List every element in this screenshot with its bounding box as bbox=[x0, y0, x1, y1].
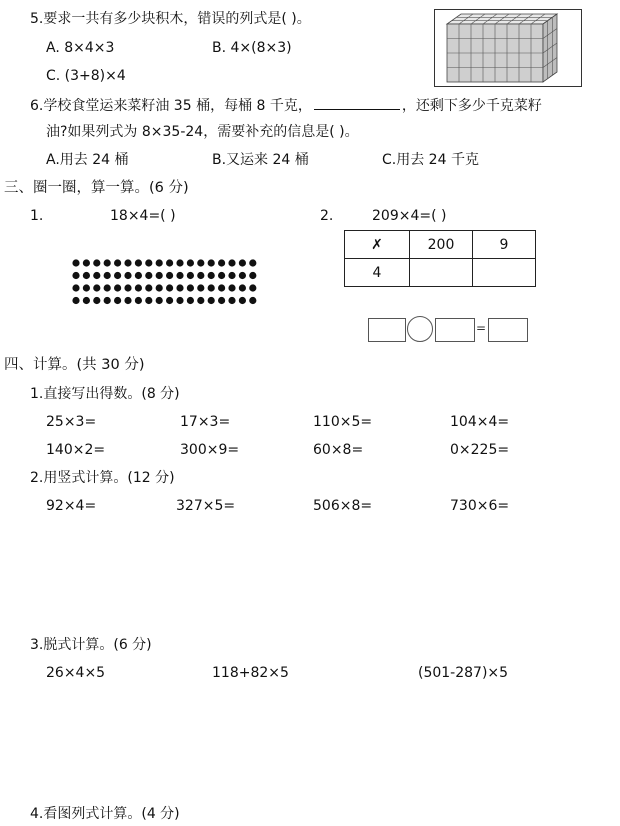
dot[interactable] bbox=[104, 272, 111, 279]
s3-problem1-number: 1. bbox=[30, 208, 44, 224]
equation-box-1[interactable] bbox=[368, 318, 406, 342]
grid-header-cell: 200 bbox=[410, 231, 473, 259]
dot[interactable] bbox=[93, 259, 100, 266]
dot[interactable] bbox=[72, 297, 79, 304]
q6-stem-line2: 油?如果列式为 8×35-24，需要补充的信息是( )。 bbox=[46, 124, 359, 140]
dot[interactable] bbox=[83, 284, 90, 291]
equation-box-result[interactable] bbox=[488, 318, 528, 342]
grid-row-label: 4 bbox=[345, 259, 410, 287]
s3-problem2-number: 2. bbox=[320, 208, 334, 224]
s4-sub2-title: 2.用竖式计算。(12 分) bbox=[30, 470, 175, 486]
oral-calc-item[interactable]: 0×225= bbox=[450, 442, 510, 458]
dot[interactable] bbox=[218, 259, 225, 266]
dot[interactable] bbox=[114, 284, 121, 291]
section4-title: 四、计算。(共 30 分) bbox=[4, 357, 145, 373]
dot[interactable] bbox=[218, 297, 225, 304]
dot[interactable] bbox=[156, 284, 163, 291]
dot[interactable] bbox=[124, 297, 131, 304]
dot[interactable] bbox=[72, 259, 79, 266]
oral-calc-item[interactable]: 60×8= bbox=[313, 442, 364, 458]
stepwise-calc-item[interactable]: 26×4×5 bbox=[46, 665, 106, 681]
dot[interactable] bbox=[176, 259, 183, 266]
dot[interactable] bbox=[187, 272, 194, 279]
dot[interactable] bbox=[156, 272, 163, 279]
dot[interactable] bbox=[249, 284, 256, 291]
q5-option-b[interactable]: B. 4×(8×3) bbox=[212, 40, 292, 56]
s4-sub4-title: 4.看图列式计算。(4 分) bbox=[30, 806, 180, 822]
stacked-blocks-illustration bbox=[435, 10, 581, 86]
dot[interactable] bbox=[72, 284, 79, 291]
blocks-figure bbox=[434, 9, 582, 87]
oral-calc-item[interactable]: 17×3= bbox=[180, 414, 231, 430]
stepwise-calc-item[interactable]: 118+82×5 bbox=[212, 665, 289, 681]
q6-option-c[interactable]: C.用去 24 千克 bbox=[382, 152, 479, 168]
dot[interactable] bbox=[187, 259, 194, 266]
dot[interactable] bbox=[145, 284, 152, 291]
dot[interactable] bbox=[135, 259, 142, 266]
equals-sign: = bbox=[476, 321, 487, 335]
dot[interactable] bbox=[83, 259, 90, 266]
dot[interactable] bbox=[197, 297, 204, 304]
dot[interactable] bbox=[176, 284, 183, 291]
operator-circle[interactable] bbox=[407, 316, 433, 342]
dot[interactable] bbox=[166, 272, 173, 279]
equation-box-2[interactable] bbox=[435, 318, 475, 342]
dot[interactable] bbox=[72, 272, 79, 279]
dot[interactable] bbox=[249, 272, 256, 279]
dot-array[interactable] bbox=[72, 258, 262, 308]
dot[interactable] bbox=[249, 259, 256, 266]
vertical-calc-item[interactable]: 327×5= bbox=[176, 498, 236, 514]
dot[interactable] bbox=[176, 297, 183, 304]
q6-option-b[interactable]: B.又运来 24 桶 bbox=[212, 152, 309, 168]
dot[interactable] bbox=[228, 272, 235, 279]
dot[interactable] bbox=[239, 259, 246, 266]
q6-option-a[interactable]: A.用去 24 桶 bbox=[46, 152, 129, 168]
dot[interactable] bbox=[114, 272, 121, 279]
dot[interactable] bbox=[239, 272, 246, 279]
s3-problem1-expression: 18×4=( ) bbox=[110, 208, 176, 224]
dot[interactable] bbox=[145, 272, 152, 279]
grid-answer-cell[interactable] bbox=[410, 259, 473, 287]
q5-stem: 5.要求一共有多少块积木，错误的列式是( )。 bbox=[30, 11, 311, 27]
dot[interactable] bbox=[145, 259, 152, 266]
dot[interactable] bbox=[166, 284, 173, 291]
dot[interactable] bbox=[104, 284, 111, 291]
dot[interactable] bbox=[124, 284, 131, 291]
dot[interactable] bbox=[187, 297, 194, 304]
dot[interactable] bbox=[93, 297, 100, 304]
dot[interactable] bbox=[197, 272, 204, 279]
dot[interactable] bbox=[156, 259, 163, 266]
dot[interactable] bbox=[208, 297, 215, 304]
q5-option-a[interactable]: A. 8×4×3 bbox=[46, 40, 115, 56]
vertical-calc-item[interactable]: 506×8= bbox=[313, 498, 373, 514]
grid-data-row bbox=[345, 259, 536, 287]
dot[interactable] bbox=[239, 297, 246, 304]
dot[interactable] bbox=[135, 297, 142, 304]
stepwise-calc-item[interactable]: (501-287)×5 bbox=[418, 665, 509, 681]
dot[interactable] bbox=[218, 284, 225, 291]
vertical-calc-item[interactable]: 92×4= bbox=[46, 498, 97, 514]
dot[interactable] bbox=[197, 284, 204, 291]
oral-calc-item[interactable]: 25×3= bbox=[46, 414, 97, 430]
dot[interactable] bbox=[176, 272, 183, 279]
dot[interactable] bbox=[218, 272, 225, 279]
dot[interactable] bbox=[135, 272, 142, 279]
dot[interactable] bbox=[104, 259, 111, 266]
dot[interactable] bbox=[208, 272, 215, 279]
dot[interactable] bbox=[228, 259, 235, 266]
oral-calc-item[interactable]: 300×9= bbox=[180, 442, 240, 458]
grid-answer-cell[interactable] bbox=[473, 259, 536, 287]
section3-title: 三、圈一圈，算一算。(6 分) bbox=[4, 180, 189, 196]
dot[interactable] bbox=[114, 297, 121, 304]
dot[interactable] bbox=[208, 259, 215, 266]
dot[interactable] bbox=[114, 259, 121, 266]
dot[interactable] bbox=[135, 284, 142, 291]
q5-option-c[interactable]: C. (3+8)×4 bbox=[46, 68, 126, 84]
dot[interactable] bbox=[156, 297, 163, 304]
s4-sub1-title: 1.直接写出得数。(8 分) bbox=[30, 386, 180, 402]
dot[interactable] bbox=[104, 297, 111, 304]
dot[interactable] bbox=[124, 259, 131, 266]
dot[interactable] bbox=[93, 284, 100, 291]
oral-calc-item[interactable]: 140×2= bbox=[46, 442, 106, 458]
dot[interactable] bbox=[228, 284, 235, 291]
dot[interactable] bbox=[228, 297, 235, 304]
dot[interactable] bbox=[166, 259, 173, 266]
dot[interactable] bbox=[239, 284, 246, 291]
q6-stem-part2: ，还剩下多少千克菜籽 bbox=[401, 98, 542, 114]
oral-calc-item[interactable]: 104×4= bbox=[450, 414, 510, 430]
grid-operator-cell: ✗ bbox=[345, 231, 410, 259]
vertical-calc-item[interactable]: 730×6= bbox=[450, 498, 510, 514]
grid-header-cell: 9 bbox=[473, 231, 536, 259]
grid-header-row bbox=[345, 231, 536, 259]
dot[interactable] bbox=[83, 272, 90, 279]
q6-stem-line1 bbox=[30, 95, 542, 115]
dot[interactable] bbox=[208, 284, 215, 291]
dot[interactable] bbox=[83, 297, 90, 304]
dot[interactable] bbox=[166, 297, 173, 304]
s3-problem2-expression: 209×4=( ) bbox=[372, 208, 447, 224]
dot[interactable] bbox=[124, 272, 131, 279]
dot[interactable] bbox=[249, 297, 256, 304]
dot[interactable] bbox=[145, 297, 152, 304]
q6-stem-part1: 6.学校食堂运来菜籽油 35 桶，每桶 8 千克， bbox=[30, 98, 312, 114]
q6-answer-blank[interactable] bbox=[314, 95, 400, 110]
multiplication-grid bbox=[344, 230, 536, 287]
dot[interactable] bbox=[197, 259, 204, 266]
s4-sub3-title: 3.脱式计算。(6 分) bbox=[30, 637, 152, 653]
dot[interactable] bbox=[187, 284, 194, 291]
oral-calc-item[interactable]: 110×5= bbox=[313, 414, 373, 430]
dot[interactable] bbox=[93, 272, 100, 279]
